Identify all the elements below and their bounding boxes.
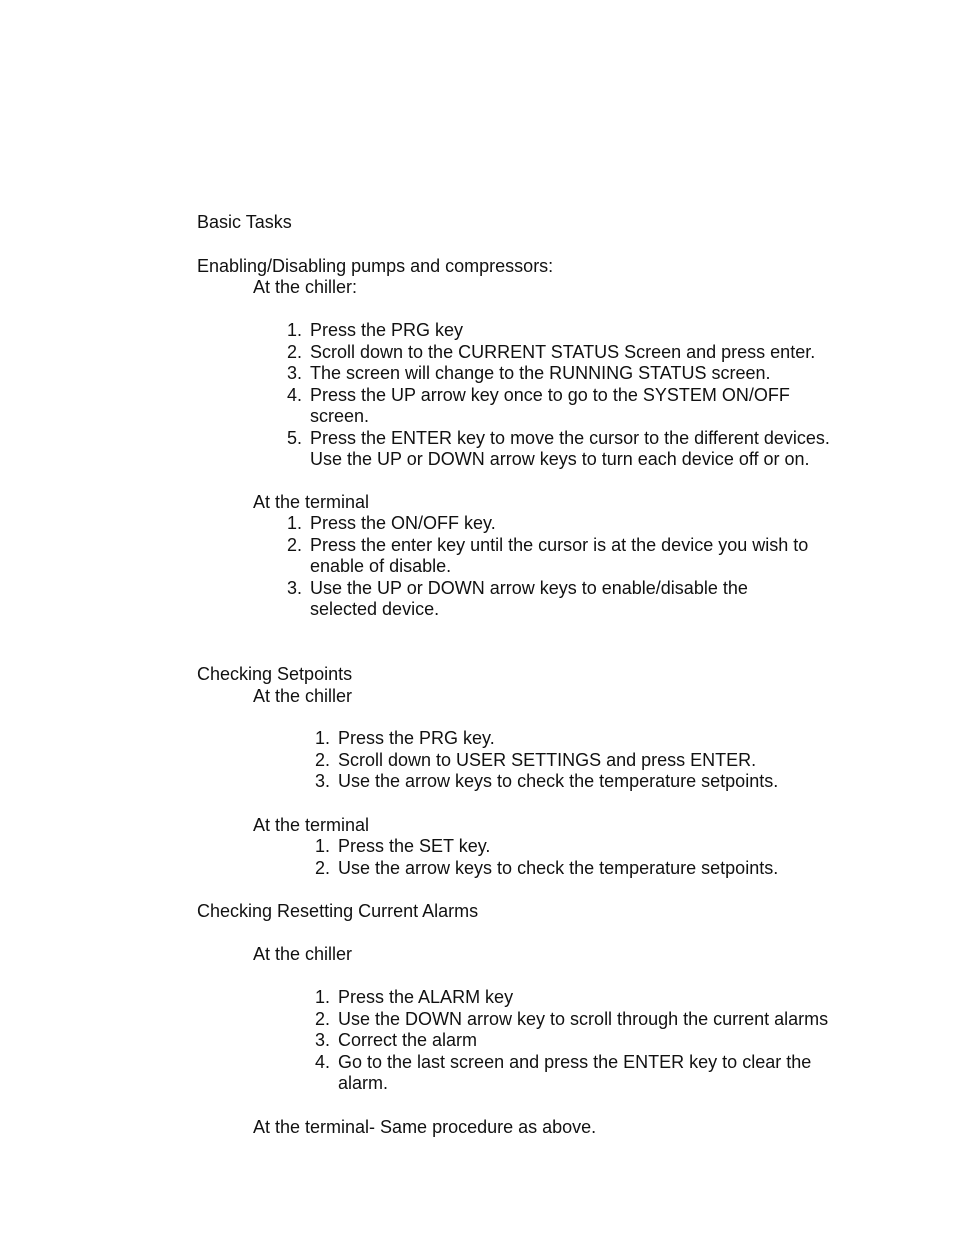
- list-item: 1. Press the ON/OFF key.: [286, 513, 496, 533]
- list-item: 1. Press the PRG key.: [314, 728, 495, 748]
- terminal-steps-list: [282, 513, 814, 621]
- setpoint-chiller-steps-list: [310, 728, 850, 793]
- document-title: Basic Tasks: [197, 212, 292, 232]
- list-item: 2. Use the DOWN arrow key to scroll through the current alarms: [314, 1008, 829, 1029]
- list-item: 2. Scroll down to USER SETTINGS and press ENTER.: [314, 749, 757, 770]
- chiller-steps-list: [282, 320, 842, 471]
- list-item: 2. Press the enter key until the cursor is at the device you wish to enable of disable.: [286, 534, 809, 576]
- list-item: 3. Use the arrow keys to check the temperature setpoints.: [314, 771, 779, 791]
- section-heading-alarms: Checking Resetting Current Alarms: [197, 901, 479, 921]
- subheading-at-terminal: At the terminal: [253, 492, 370, 512]
- list-item: 1. Press the ALARM key: [314, 987, 514, 1007]
- list-item: 2. Use the arrow keys to check the temperature setpoints.: [314, 857, 779, 878]
- section-heading-enabling: Enabling/Disabling pumps and compressors:: [197, 256, 554, 276]
- list-item: 2. Scroll down to the CURRENT STATUS Screen and press enter.: [286, 341, 816, 362]
- list-item: 3. Use the UP or DOWN arrow keys to enable/disable the selected device.: [286, 577, 748, 619]
- alarm-chiller-steps-list: [310, 987, 830, 1095]
- subheading-at-terminal: At the terminal: [253, 815, 370, 835]
- subheading-at-chiller: At the chiller: [253, 686, 353, 706]
- list-item: 3. Correct the alarm: [314, 1030, 478, 1050]
- subheading-at-chiller: At the chiller: [253, 944, 353, 964]
- setpoint-terminal-steps-list: [310, 836, 850, 879]
- section-heading-setpoints: Checking Setpoints: [197, 664, 353, 684]
- list-item: 1. Press the PRG key: [286, 320, 464, 340]
- list-item: 3. The screen will change to the RUNNING STATUS screen.: [286, 363, 771, 383]
- terminal-note: At the terminal- Same procedure as above.: [253, 1117, 597, 1137]
- list-item: 4. Go to the last screen and press the ENTER key to clear the alarm.: [314, 1051, 812, 1093]
- list-item: 5. Press the ENTER key to move the cursor to the different devices. Use the UP or DOWN arrow keys to turn each device off or on.: [286, 427, 830, 469]
- list-item: 4. Press the UP arrow key once to go to the SYSTEM ON/OFF screen.: [286, 384, 790, 426]
- list-item: 1. Press the SET key.: [314, 836, 491, 856]
- subheading-at-chiller: At the chiller:: [253, 277, 358, 297]
